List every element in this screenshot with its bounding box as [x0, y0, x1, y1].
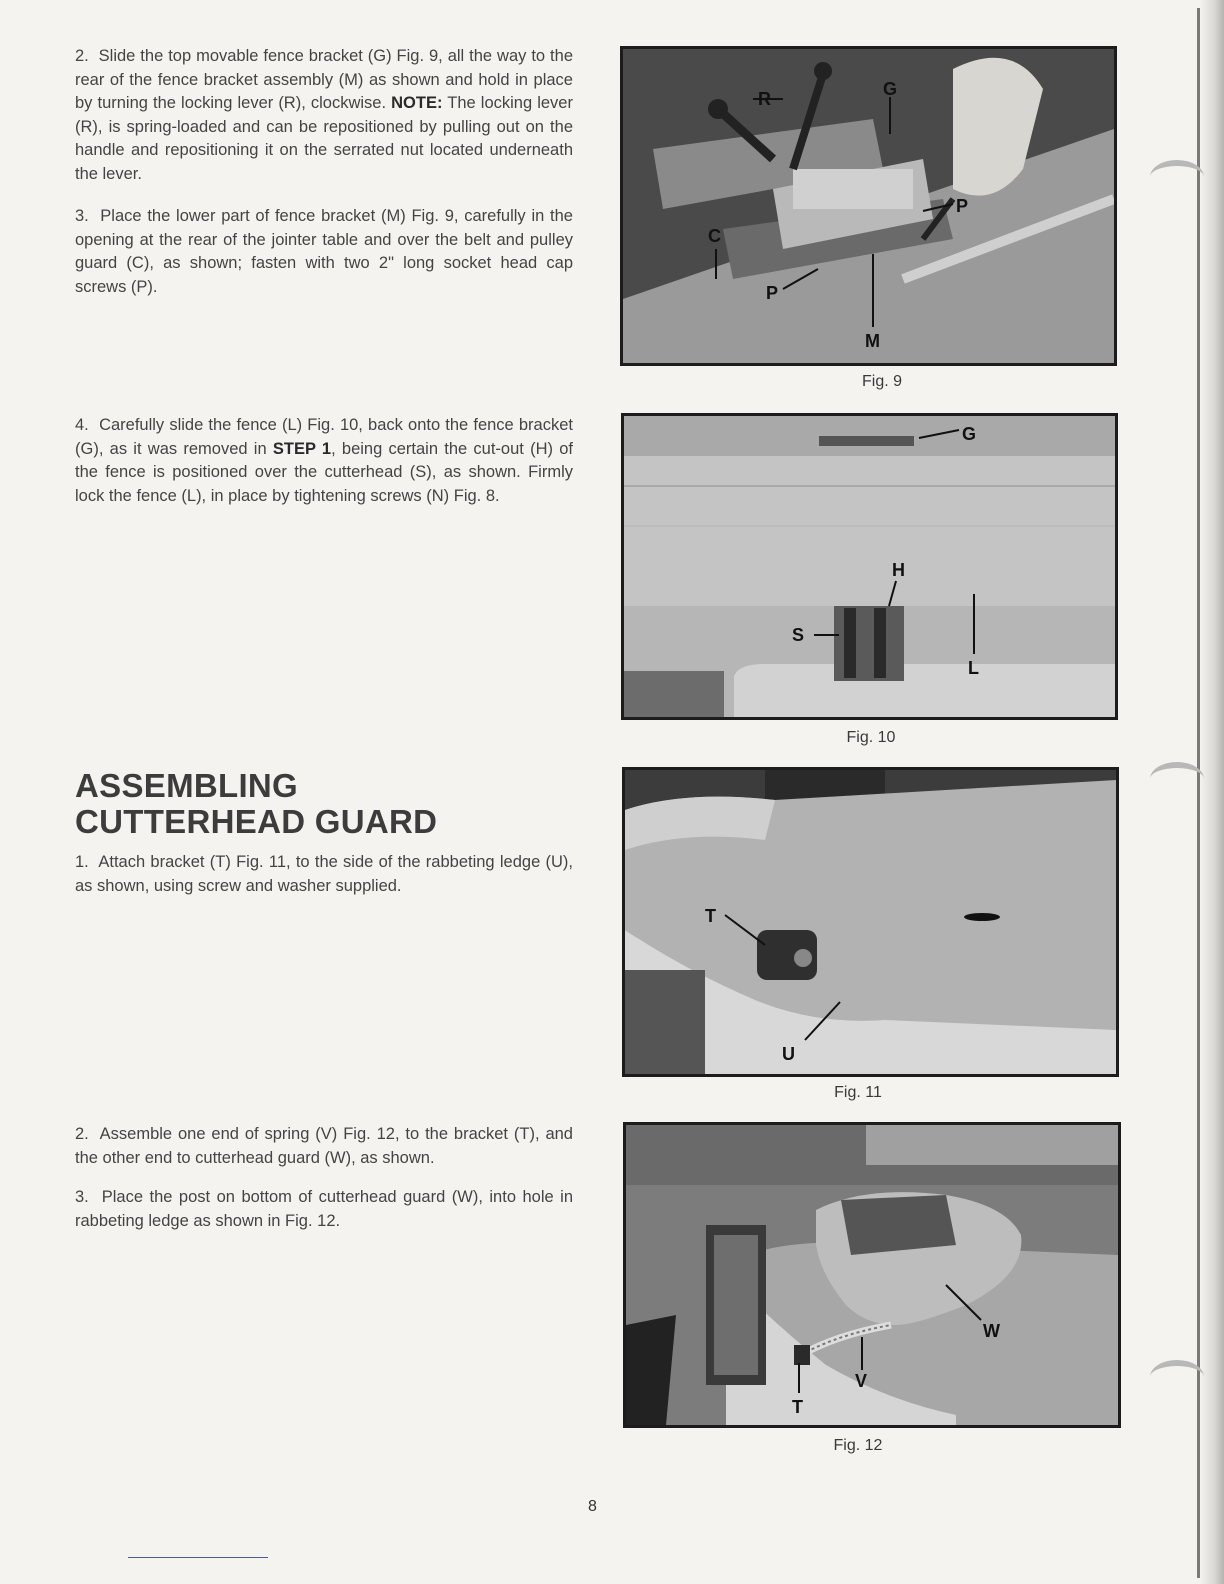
- label-r: R: [758, 89, 771, 109]
- step-number: 1.: [75, 853, 89, 871]
- step-number: 3.: [75, 1188, 89, 1206]
- fig-11-caption: Fig. 11: [834, 1084, 882, 1101]
- label-t: T: [705, 906, 716, 926]
- step-text: Slide the top movable fence bracket (G) Fig. 9, all the way to the rear of the fence bracket assembly (M) as shown and hold in place by turning the locking lever (R), clockwise.: [75, 47, 573, 112]
- step-text: Place the post on bottom of cutterhead guard (W), into hole in rabbeting ledge as shown in Fig. 12.: [75, 1188, 574, 1230]
- step-number: 4.: [75, 416, 89, 434]
- fig-10-caption: Fig. 10: [846, 729, 896, 746]
- step-text: Place the lower part of fence bracket (M) Fig. 9, carefully in the opening at the rear of the jointer table and over the belt and pulley guard (C), as shown; fasten with two 2" long socket head cap screws (P).: [75, 207, 573, 296]
- step-number: 2.: [75, 1125, 89, 1143]
- binder-ring-middle: [1150, 762, 1204, 796]
- figure-11-photo: [622, 767, 1119, 1077]
- figure-10-photo: [621, 413, 1118, 720]
- guard-step-3: [75, 1186, 573, 1233]
- fig-9-caption: Fig. 9: [861, 373, 902, 390]
- label-g: G: [962, 424, 977, 444]
- step-number: 3.: [75, 207, 89, 225]
- note-label: NOTE:: [391, 94, 443, 112]
- bottom-rule: [128, 1557, 268, 1558]
- label-s: S: [792, 625, 805, 645]
- figure-12-photo: [623, 1122, 1121, 1428]
- step-text: Carefully slide the fence (L) Fig. 10, back onto the fence bracket (G), as it was removed in: [75, 416, 573, 458]
- label-c: C: [708, 226, 721, 246]
- step-number: 2.: [75, 47, 89, 65]
- label-m: M: [865, 331, 880, 351]
- step-text: Assemble one end of spring (V) Fig. 12, to the bracket (T), and the other end to cutterhead guard (W), as shown.: [75, 1125, 573, 1167]
- guard-step-2: [75, 1123, 573, 1170]
- figure-9-illustration: [623, 49, 1114, 363]
- step-reference: STEP 1: [272, 439, 332, 458]
- label-u: U: [782, 1044, 795, 1064]
- step-4-fence: [75, 414, 573, 508]
- step-text: Attach bracket (T) Fig. 11, to the side of the rabbeting ledge (U), as shown, using screw and washer supplied.: [75, 853, 573, 895]
- label-v: V: [855, 1371, 868, 1391]
- label-g: G: [883, 79, 898, 99]
- step-2-fence-bracket: [75, 45, 573, 186]
- label-h: H: [892, 560, 905, 580]
- label-l: L: [968, 658, 979, 678]
- fig-12-caption: Fig. 12: [833, 1437, 883, 1454]
- figure-12-illustration: [626, 1125, 1118, 1425]
- guard-step-1: [75, 851, 573, 898]
- section-heading: [75, 768, 575, 840]
- label-w: W: [983, 1321, 1000, 1341]
- heading-line-1: ASSEMBLING: [75, 767, 299, 804]
- figure-11-illustration: [625, 770, 1116, 1074]
- label-p2: P: [766, 283, 779, 303]
- step-text-continued: , being certain the cut-out (H) of the fence is positioned over the cutterhead (S), as shown. Firmly lock the fence (L), in place by tightening screws (N) Fig. 8.: [75, 439, 573, 505]
- binder-ring-bottom: [1150, 1360, 1204, 1394]
- note-text: The locking lever (R), is spring-loaded and can be repositioned by pulling out on the handle and repositioning it on the serrated nut located underneath the lever.: [75, 94, 573, 183]
- figure-10-illustration: [624, 416, 1115, 717]
- binder-ring-top: [1150, 160, 1204, 194]
- page-number: 8: [588, 1498, 597, 1515]
- heading-line-2: CUTTERHEAD GUARD: [75, 803, 438, 840]
- label-p1: P: [956, 196, 969, 216]
- figure-9-photo: [620, 46, 1117, 366]
- step-3-lower-bracket: [75, 205, 573, 299]
- label-t: T: [792, 1397, 803, 1417]
